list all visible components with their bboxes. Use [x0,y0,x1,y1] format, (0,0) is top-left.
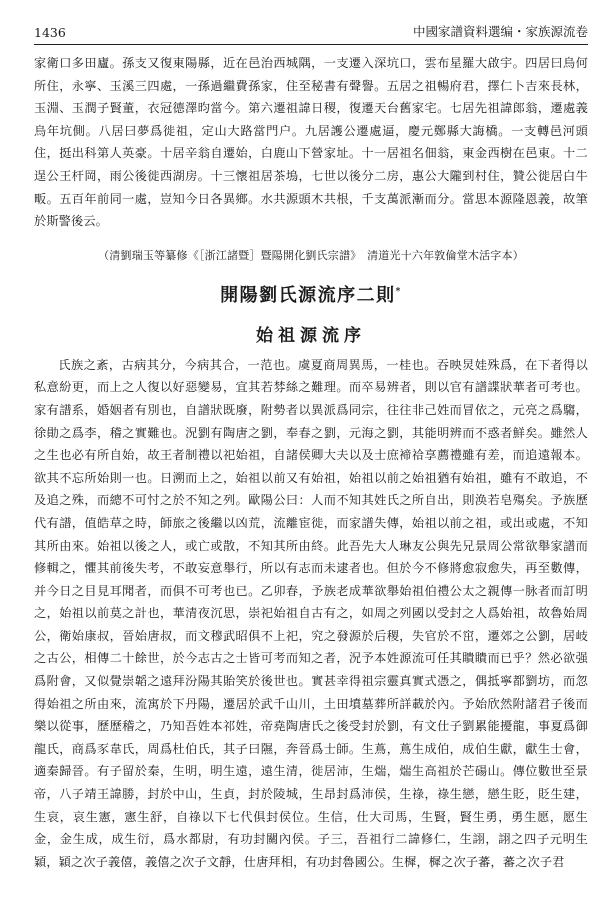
section-title [34,281,588,307]
page-number: 1436 [34,25,66,40]
section-note-mark: * [395,286,402,297]
main-paragraph: 氏族之紊，古病其分，今病其合，一范也。虞夏商周異馬，一桂也。吞映炅娃殊爲，在下者得以私意紛更，而上之人復以好惡變易，宜其若棼絲之難理。而卒易辨者，則以官有譜諜狀華者可考也。家有譜系，婚姻者有別也，自譜狀既廢，附勢者以異派爲同宗，往往非己姓而冒依之，元亮之爲騶，徐勛之爲李，稽之實難也。況劉有陶唐之劉，奉春之劉，元海之劉，其能明辨而不惑者鮮矣。雖然人之生也必有所自始，故王者制禮以祀始祖，自諸侯卿大夫以及士庶褅祫享薦禮雖有差，而追遠報本。欲其不忘所始則一也。日溯而上之，始祖以前又有始祖，始祖以前之始祖猶有始祖，雖有不敢追，不及追之殊，而總不可忖之於不知之列。歐陽公曰：人而不知其姓氏之所自出，則涣若皂殤矣。予族歷代有譜，值皓草之時，師旅之後繼以凶荒，流離宦徙，而家譜失傳，始祖以前之祖，或出或處，不知其所由來。始祖以後之人，或亡或散，不知其所由終。此吾先大人琳友公與先兄景周公常欲舉家譜而修輯之，懼其前後失考，不敢妄意舉行，所以有志而未逮者也。但於今不修將愈寂愈失，再至數傳，并今日之目見耳聞者，而俱不可考也已。乙卯春，予族老成華欲舉始祖伯禮公太之親傳一脉者而訂明之，始祖以前莫之計也，華清夜沉思，崇祀始祖自古有之，如周之列國以受封之人爲始祖，故魯始周公，衛始康叔，晉始唐叔，而文穆武昭俱不上祀，究之發源於后稷，失官於不窋，遷郊之公劉，居岐之古公，相傳二十餘世，於今志古之士皆可考而知之者，況予本姓源流可任其瞶瞶而已乎？然必欲强爲附會，又似覺崇韜之遠拜汾陽其貽笑於後世也。實甚幸得祖宗靈真實式憑之，偶抵寧都劉坊，而忽得始祖之所由來，流寓於下丹陽，遷居於武千山川，土田墳墓葬所詳載於內。予始欣然附諸君子後而樂以從事，歷歷稽之，乃知吾姓本祁姓，帝堯陶唐氏之後受封於劉，有文仕子劉累能擾龍，事夏爲御龍氏，商爲豕韋氏，周爲杜伯氏，其子曰隰，奔晉爲士師。生蔦，蔦生成伯，成伯生獻，獻生士會，適秦歸晉。有子留於秦，生明，明生遠，遠生清，徙居沛，生煓，煓生高祖於芒碭山。傳位數世至景帝，八子靖王諱勝，封於中山，生貞，封於陵城，生昂封爲沛侯，生祿，祿生戀，戀生貶，貶生建，生哀，哀生憲，憲生舒，自祿以下七代俱封侯位。生信，仕大司馬，生賢，賢生勇，勇生愿，愿生金，金生成，成生衍，爲水都尉，有功封關內侯。子三，吾祖行二諱修仁，生詡，詡之四子元明生穎，穎之次子義僖，義僖之次子文靜，仕唐拜相，有功封魯國公。生樨，樨之次子蕃，蕃之次子君 [34,357,588,869]
section-title-text: 開陽劉氏源流序二則 [220,284,396,306]
sub-title: 始祖源流序 [256,325,366,346]
page-header [34,18,588,40]
source-note: （清劉瑞玉等纂修《［浙江諸暨］暨陽開化劉氏宗譜》 清道光十六年敦倫堂木活字本） [98,248,524,262]
running-title: 中國家譜資料選编・家族源流卷 [412,24,588,39]
page-content [34,52,588,903]
continuation-paragraph: 家衛口多田廬。孫支又復東陽縣，近在邑治西城隅，一支遷入深坑口，雲布星羅大啟宇。四居曰烏何所住，永寧、玉溪三四處，一孫過繼費孫家，住至秘書有聲譽。五居之祖暢府君，擇仁卜吉來長林，玉淵、玉潤子賢董，衣冠德澤昀當今。第六遷祖諱日稷，復遷天台舊家宅。七居先祖諱郎翁，遷處義烏年坑側。八居曰夢爲徙祖，定山大路當門户。九居護公遷處逼，慶元鄭縣大誨橋。一支轉邑河頭住，挺出科第人英豪。十居辛翁自遷始，白鹿山下營家址。十一居祖名佃翁，東金西樹在邑東。十二逞公王杆岡，雨公後徙西湖房。十三懷祖居茶塢，七世以後分二房，惠公大隴到村住，贊公徙居白牛畈。五百年前同一處，豈知今日各異鄉。水共源頭木共根，千支萬派漸而分。當思本源隆恩義，故筆於斯警後云。 [34,56,588,229]
header-rule [34,44,588,45]
